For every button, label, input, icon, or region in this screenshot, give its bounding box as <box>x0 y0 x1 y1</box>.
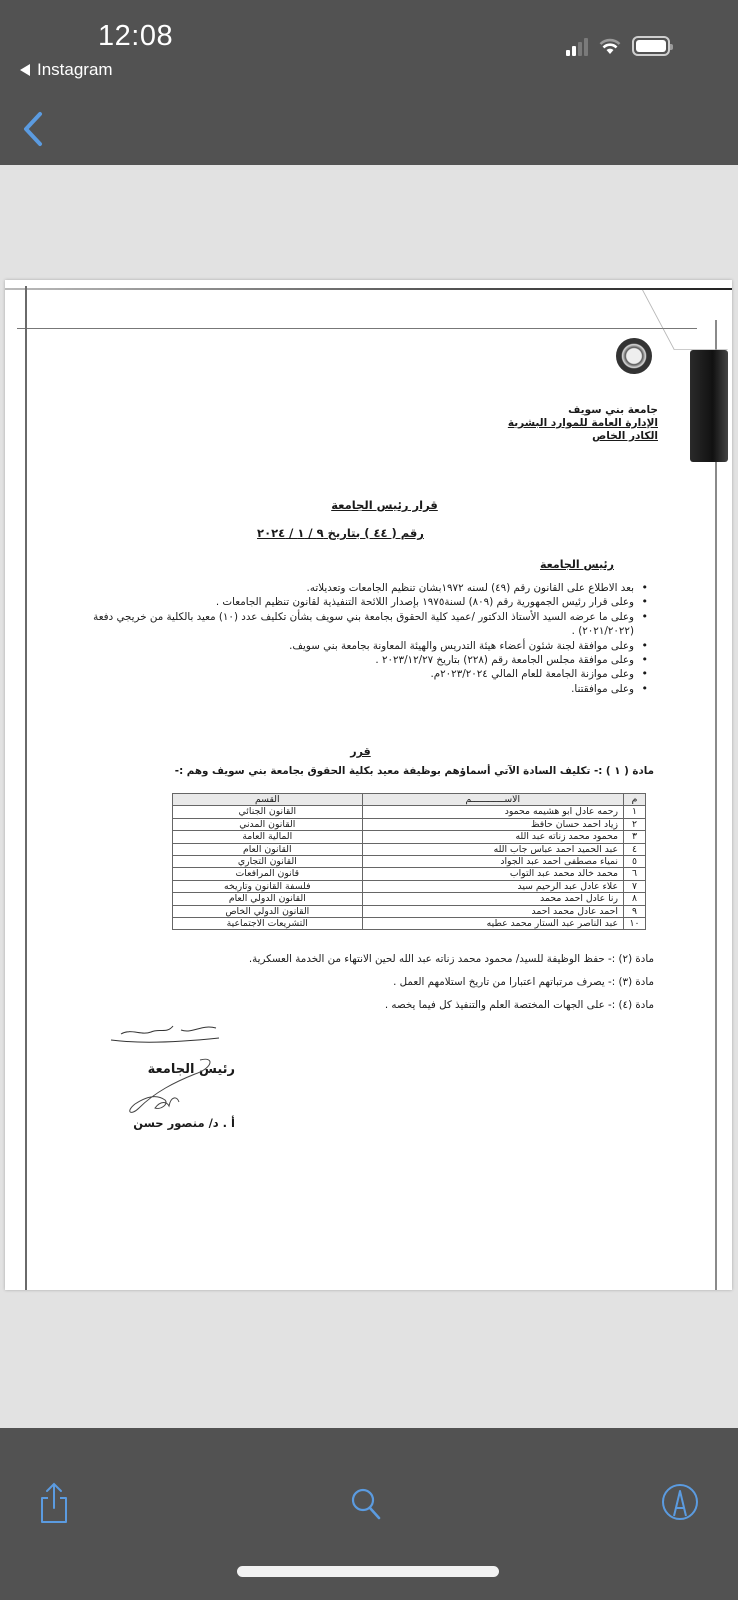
appointee-department: فلسفة القانون وتاريخه <box>173 880 363 892</box>
preamble-item: • وعلى موافقة مجلس الجامعة رقم (٢٢٨) بتاريخ ٢٠٢٣/١٢/٢٧ . <box>60 653 650 667</box>
back-app-label: Instagram <box>37 60 113 79</box>
document-page <box>5 280 732 1290</box>
letterhead <box>508 404 658 443</box>
signature-title: رئيس الجامعة <box>147 1062 235 1077</box>
bottom-toolbar <box>0 1428 738 1600</box>
cellular-signal-icon <box>566 36 588 56</box>
appointee-name: محمد خالد محمد عبد التواب <box>362 868 623 880</box>
preamble-item: • وعلى ما عرضه السيد الأستاذ الدكتور /عميد كلية الحقوق بجامعة بني سويف بشأن تكليف عدد (١٠) معيد بالكلية من خريجي دفعة (٢٠٢١/٢٠٢٢) . <box>60 610 650 639</box>
appointee-department: المالية العامة <box>173 831 363 843</box>
department-name: الإدارة العامة للموارد البشرية <box>507 417 658 429</box>
decision-heading: قرر <box>350 745 371 758</box>
table-row <box>173 843 646 855</box>
table-row <box>173 856 646 868</box>
markup-pen-icon[interactable] <box>660 1478 700 1526</box>
appointee-department: قانون المرافعات <box>173 868 363 880</box>
preamble-item: • وعلى موافقتنا. <box>60 682 650 696</box>
back-to-app-link[interactable] <box>20 60 113 80</box>
decree-document <box>5 280 732 1290</box>
article-3: مادة (٣) :- يصرف مرتباتهم اعتبارا من تاريخ استلامهم العمل . <box>393 976 654 988</box>
table-row <box>173 893 646 905</box>
appointee-name: محمود محمد زناته عبد الله <box>362 831 623 843</box>
appointee-department: القانون الجنائي <box>173 806 363 818</box>
document-viewer[interactable] <box>0 165 738 1428</box>
row-number: ٤ <box>624 843 646 855</box>
table-row <box>173 831 646 843</box>
issuer-heading: رئيس الجامعة <box>540 558 614 571</box>
university-name: جامعة بني سويف <box>568 404 658 416</box>
share-icon[interactable] <box>34 1478 74 1526</box>
appointee-department: القانون الدولي الخاص <box>173 905 363 917</box>
row-number: ٣ <box>624 831 646 843</box>
row-number: ٧ <box>624 880 646 892</box>
decision-heading-wrap <box>5 745 732 758</box>
decree-title: قرار رئيس الجامعة <box>331 498 438 512</box>
appointee-name: عبد الناصر عبد الستار محمد عطيه <box>362 918 623 930</box>
article-1: مادة ( ١ ) :- تكليف السادة الآتي أسماؤهم بوظيفة معيد بكلية الحقوق بجامعة بني سويف وهم :- <box>174 765 654 777</box>
row-number: ٨ <box>624 893 646 905</box>
row-number: ٩ <box>624 905 646 917</box>
back-triangle-icon <box>20 64 30 76</box>
preamble-list <box>60 581 650 696</box>
appointee-department: القانون التجاري <box>173 856 363 868</box>
appointee-department: القانون الدولي العام <box>173 893 363 905</box>
article-4: مادة (٤) :- على الجهات المختصة العلم والتنفيذ كل فيما يخصه . <box>384 999 654 1011</box>
signatory-name: أ . د/ منصور حسن <box>133 1116 235 1130</box>
article-2: مادة (٢) :- حفظ الوظيفة للسيد/ محمود محمد زناته عبد الله لحين الانتهاء من الخدمة العسكرية. <box>248 953 654 965</box>
appointee-name: عبد الحميد احمد عباس جاب الله <box>362 843 623 855</box>
status-icons <box>566 36 670 56</box>
row-number: ٥ <box>624 856 646 868</box>
section-name: الكادر الخاص <box>592 430 658 442</box>
row-number: ١٠ <box>624 918 646 930</box>
appointee-name: رنا عادل احمد محمد <box>362 893 623 905</box>
header-department: القسم <box>173 794 363 806</box>
row-number: ٢ <box>624 818 646 830</box>
appointee-name: زياد احمد حسان حافظ <box>362 818 623 830</box>
wifi-icon <box>599 38 621 55</box>
header-name: الاســــــــــــم <box>362 794 623 806</box>
appointee-department: القانون المدني <box>173 818 363 830</box>
chevron-left-icon[interactable] <box>18 108 48 150</box>
appointee-name: نمياء مصطفى احمد عبد الجواد <box>362 856 623 868</box>
table-row <box>173 918 646 930</box>
status-time: 12:08 <box>98 20 174 52</box>
table-row <box>173 868 646 880</box>
appointee-name: احمد عادل محمد احمد <box>362 905 623 917</box>
preamble-item: • وعلى قرار رئيس الجمهورية رقم (٨٠٩) لسنة١٩٧٥ بإصدار اللائحة التنفيذية لقانون تنظيم الجامعات . <box>60 595 650 609</box>
articles-list <box>94 948 654 1017</box>
decree-number-date: رقم ( ٤٤ ) بتاريخ ٩ / ١ / ٢٠٢٤ <box>257 526 424 540</box>
table-row <box>173 806 646 818</box>
table-row <box>173 818 646 830</box>
appointees-table <box>172 793 646 930</box>
row-number: ٦ <box>624 868 646 880</box>
table-header-row <box>173 794 646 806</box>
header-number: م <box>624 794 646 806</box>
appointee-department: التشريعات الاجتماعية <box>173 918 363 930</box>
appointee-department: القانون العام <box>173 843 363 855</box>
preamble-item: • بعد الاطلاع على القانون رقم (٤٩) لسنه ١٩٧٢بشان تنظيم الجامعات وتعديلاته. <box>60 581 650 595</box>
table-row <box>173 905 646 917</box>
appointee-name: رحمه عادل ابو هشيمه محمود <box>362 806 623 818</box>
row-number: ١ <box>624 806 646 818</box>
top-bar <box>0 0 738 165</box>
table-row <box>173 880 646 892</box>
search-icon[interactable] <box>346 1478 386 1526</box>
preamble-item: • وعلى موافقة لجنة شئون أعضاء هيئة التدريس والهيئة المعاونة بجامعة بني سويف. <box>60 639 650 653</box>
preamble-item: • وعلى موازنة الجامعة للعام المالي ٢٠٢٣/٢٠٢٤م. <box>60 667 650 681</box>
battery-icon <box>632 36 670 56</box>
handwritten-initials-icon <box>81 1020 221 1046</box>
university-logo-icon <box>616 338 652 374</box>
appointee-name: علاء عادل عبد الرحيم سيد <box>362 880 623 892</box>
home-indicator[interactable] <box>237 1566 499 1577</box>
